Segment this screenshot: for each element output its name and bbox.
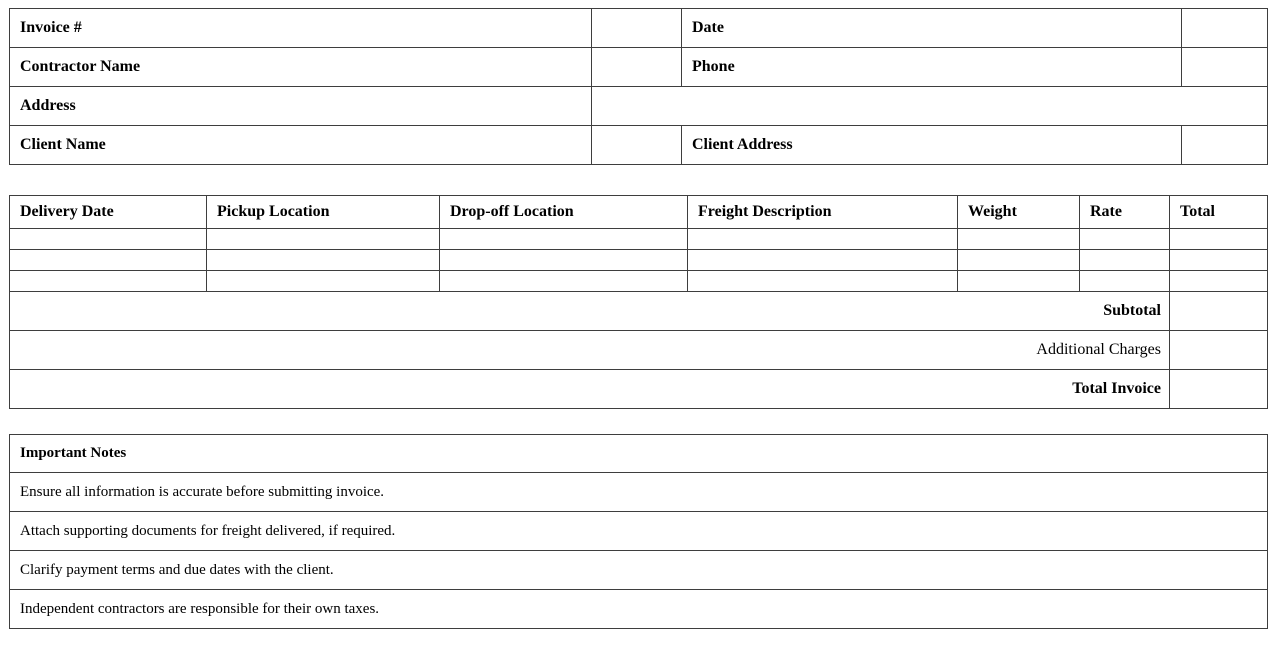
client-address-label: Client Address [682, 126, 1182, 165]
column-header-freight-description: Freight Description [688, 196, 958, 229]
column-header-rate: Rate [1080, 196, 1170, 229]
line-item-cell-freight-description[interactable] [688, 271, 958, 292]
client-name-input-cell[interactable] [592, 126, 682, 165]
line-item-cell-delivery-date[interactable] [10, 250, 207, 271]
line-item-cell-weight[interactable] [958, 271, 1080, 292]
line-item-cell-freight-description[interactable] [688, 229, 958, 250]
phone-input-cell[interactable] [1182, 48, 1268, 87]
line-item-cell-weight[interactable] [958, 250, 1080, 271]
line-item-row [10, 271, 1268, 292]
line-item-cell-pickup-location[interactable] [207, 229, 440, 250]
additional-charges-row [10, 331, 1268, 370]
address-label: Address [10, 87, 592, 126]
line-item-cell-total[interactable] [1170, 271, 1268, 292]
note-item-row [10, 473, 1268, 512]
line-item-row [10, 229, 1268, 250]
invoice-number-label: Invoice # [10, 9, 592, 48]
line-item-cell-dropoff-location[interactable] [440, 271, 688, 292]
line-item-row [10, 250, 1268, 271]
line-item-cell-dropoff-location[interactable] [440, 229, 688, 250]
line-item-cell-delivery-date[interactable] [10, 271, 207, 292]
note-item-4: Independent contractors are responsible for their own taxes. [10, 590, 1268, 629]
header-row-invoice-date [10, 9, 1268, 48]
address-input-cell[interactable] [592, 87, 1268, 126]
subtotal-label: Subtotal [10, 292, 1170, 331]
line-item-cell-weight[interactable] [958, 229, 1080, 250]
contractor-name-label: Contractor Name [10, 48, 592, 87]
line-item-cell-pickup-location[interactable] [207, 250, 440, 271]
header-row-address [10, 87, 1268, 126]
column-header-delivery-date: Delivery Date [10, 196, 207, 229]
important-notes-table [9, 434, 1268, 629]
line-item-cell-rate[interactable] [1080, 229, 1170, 250]
line-item-cell-total[interactable] [1170, 229, 1268, 250]
column-header-weight: Weight [958, 196, 1080, 229]
header-row-contractor-phone [10, 48, 1268, 87]
date-input-cell[interactable] [1182, 9, 1268, 48]
additional-charges-value-cell[interactable] [1170, 331, 1268, 370]
invoice-header-table [9, 8, 1268, 165]
column-header-total: Total [1170, 196, 1268, 229]
note-item-row [10, 551, 1268, 590]
total-invoice-value-cell[interactable] [1170, 370, 1268, 409]
line-items-table [9, 195, 1268, 409]
note-item-1: Ensure all information is accurate before submitting invoice. [10, 473, 1268, 512]
column-header-dropoff-location: Drop-off Location [440, 196, 688, 229]
note-item-row [10, 590, 1268, 629]
total-invoice-row [10, 370, 1268, 409]
line-item-cell-pickup-location[interactable] [207, 271, 440, 292]
line-item-cell-freight-description[interactable] [688, 250, 958, 271]
contractor-name-input-cell[interactable] [592, 48, 682, 87]
additional-charges-label: Additional Charges [10, 331, 1170, 370]
notes-title: Important Notes [10, 435, 1268, 473]
line-item-cell-rate[interactable] [1080, 250, 1170, 271]
note-item-3: Clarify payment terms and due dates with the client. [10, 551, 1268, 590]
note-item-row [10, 512, 1268, 551]
subtotal-value-cell[interactable] [1170, 292, 1268, 331]
phone-label: Phone [682, 48, 1182, 87]
line-item-cell-delivery-date[interactable] [10, 229, 207, 250]
client-address-input-cell[interactable] [1182, 126, 1268, 165]
line-items-header-row [10, 196, 1268, 229]
date-label: Date [682, 9, 1182, 48]
invoice-number-input-cell[interactable] [592, 9, 682, 48]
line-item-cell-rate[interactable] [1080, 271, 1170, 292]
line-item-cell-dropoff-location[interactable] [440, 250, 688, 271]
notes-title-row [10, 435, 1268, 473]
subtotal-row [10, 292, 1268, 331]
column-header-pickup-location: Pickup Location [207, 196, 440, 229]
header-row-client [10, 126, 1268, 165]
total-invoice-label: Total Invoice [10, 370, 1170, 409]
line-item-cell-total[interactable] [1170, 250, 1268, 271]
client-name-label: Client Name [10, 126, 592, 165]
note-item-2: Attach supporting documents for freight delivered, if required. [10, 512, 1268, 551]
